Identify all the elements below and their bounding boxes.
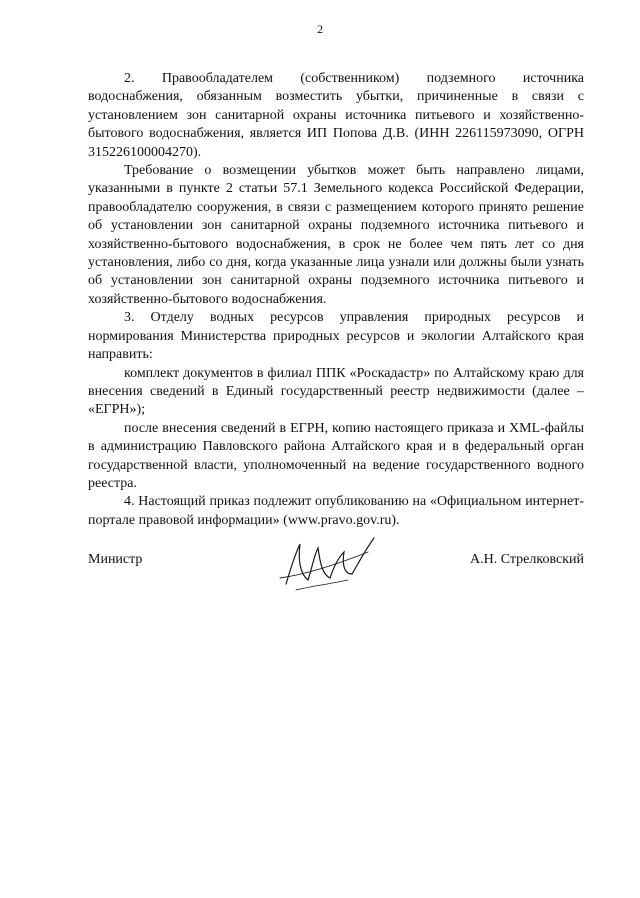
paragraph-xml-files: после внесения сведений в ЕГРН, копию настоящего приказа и XML-файлы в администрацию Павловского района Алтайского края и в федеральный орган государственной власти, уполномоченный на ведение государственного водного реестра. — [88, 420, 584, 491]
paragraph-compensation: Требование о возмещении убытков может быть направлено лицами, указанными в пункте 2 статьи 57.1 Земельного кодекса Российской Федерации, правообладателю сооружения, в связи с размещением которого принято решение об установлении зон санитарной охраны подземного источника питьевого и хозяйственно-бытового водоснабжения, в срок не более чем пять лет со дня установления, либо со дня, когда указанные лица узнали или должны были узнать об установлении зон санитарной охраны подземного источника питьевого и хозяйственно-бытового водоснабжения. — [88, 163, 584, 307]
paragraph-cadastre-documents: комплект документов в филиал ППК «Роскадастр» по Алтайскому краю для внесения сведений в Единый государственный реестр недвижимости (далее – «ЕГРН»); — [88, 365, 584, 418]
signature-block — [88, 540, 584, 600]
signatory-title: Министр — [88, 552, 143, 567]
page-number: 2 — [317, 22, 323, 36]
paragraph-owner: 2. Правообладателем (собственником) подземного источника водоснабжения, обязанным возместить убытки, причиненные в связи с установлением зон санитарной охраны источника питьевого и хозяйственно-бытового водоснабжения, является ИП Попова Д.В. (ИНН 226115973090, ОГРН 315226100004270). — [88, 71, 584, 160]
signatory-name: А.Н. Стрелковский — [470, 552, 584, 567]
document-body — [88, 70, 584, 530]
paragraph-publication: 4. Настоящий приказ подлежит опубликованию на «Официальном интернет-портале правовой информации» (www.pravo.gov.ru). — [88, 494, 584, 528]
handwritten-signature — [278, 534, 378, 594]
paragraph-water-department: 3. Отделу водных ресурсов управления природных ресурсов и нормирования Министерства природных ресурсов и экологии Алтайского края направить: — [88, 310, 584, 363]
